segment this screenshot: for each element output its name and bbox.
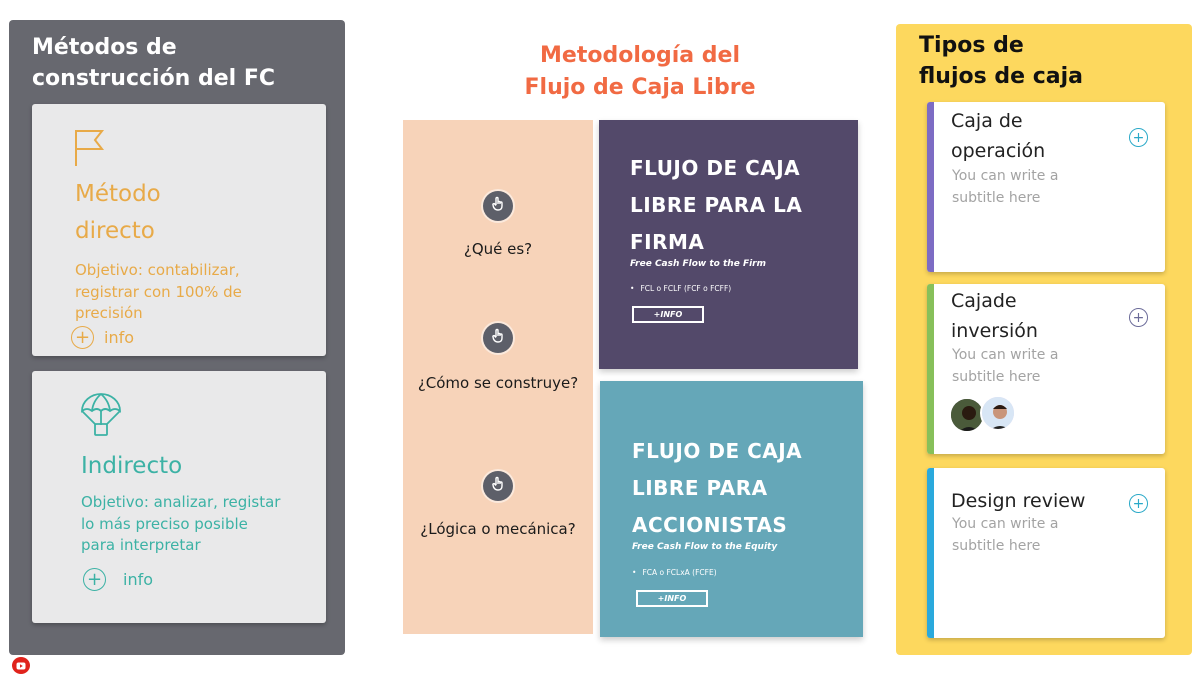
fcfe-info-button[interactable]: +INFO [636,590,708,607]
parachute-icon [79,392,123,443]
fcfe-heading: FLUJO DE CAJA LIBRE PARA ACCIONISTAS [632,439,803,537]
card-color-strip [927,284,934,454]
direct-method-card[interactable] [32,104,326,356]
hand-pointer-icon [490,328,506,349]
type-card-subtitle: You can write a subtitle here [952,516,1059,554]
methods-panel [9,20,345,655]
add-icon[interactable]: + [1129,494,1148,513]
questions-column [403,120,593,634]
fcff-subtitle: Free Cash Flow to the Firm [630,259,766,269]
indirect-info-button[interactable]: + info [83,568,153,591]
fcff-heading: FLUJO DE CAJA LIBRE PARA LA FIRMA [630,156,803,254]
flag-icon [73,128,107,173]
question-logic-mechanics[interactable]: ¿Lógica o mecánica? [420,520,576,538]
hand-pointer-button[interactable] [483,323,513,353]
type-card-title: Design review [951,490,1086,512]
fcfe-bullet: • FCA o FCLxA (FCFE) [632,568,717,577]
cashflow-types-panel [896,24,1192,655]
fcff-info-button[interactable]: +INFO [632,306,704,323]
hand-pointer-icon [490,476,506,497]
avatar [980,395,1016,431]
plus-circle-icon: + [83,568,106,591]
hand-pointer-icon [490,196,506,217]
direct-info-button[interactable]: + info [71,326,134,349]
youtube-icon[interactable] [12,657,30,674]
type-card-subtitle: You can write a subtitle here [952,347,1059,385]
type-card-title: Cajade inversión [951,290,1038,342]
question-what-is[interactable]: ¿Qué es? [463,240,533,258]
type-card-design-review[interactable] [927,468,1165,638]
add-icon[interactable]: + [1129,128,1148,147]
fcff-bullet: • FCL o FCLF (FCF o FCFF) [630,284,731,293]
fcff-card [599,120,858,369]
fcfe-subtitle: Free Cash Flow to the Equity [632,542,778,552]
hand-pointer-button[interactable] [483,471,513,501]
question-how-built[interactable]: ¿Cómo se construye? [417,374,579,392]
card-color-strip [927,102,934,272]
plus-circle-icon: + [71,326,94,349]
card-color-strip [927,468,934,638]
indirect-method-card[interactable] [32,371,326,623]
type-card-investment[interactable] [927,284,1165,454]
page-title: Metodología del Flujo de Caja Libre [524,43,756,100]
type-card-title: Caja de operación [951,110,1046,162]
cashflow-types-title: Tipos de flujos de caja [919,33,1083,89]
type-card-operation[interactable] [927,102,1165,272]
methods-panel-title: Métodos de construcción del FC [32,35,276,91]
direct-method-description: Objetivo: contabilizar, registrar con 100% de precisión [75,261,242,322]
indirect-method-description: Objetivo: analizar, registar lo más preciso posible para interpretar [81,493,281,554]
indirect-method-heading: Indirecto [81,453,183,479]
direct-method-heading: Método directo [75,181,161,244]
add-icon[interactable]: + [1129,308,1148,327]
fcfe-card [600,381,863,637]
type-card-subtitle: You can write a subtitle here [952,168,1059,206]
hand-pointer-button[interactable] [483,191,513,221]
